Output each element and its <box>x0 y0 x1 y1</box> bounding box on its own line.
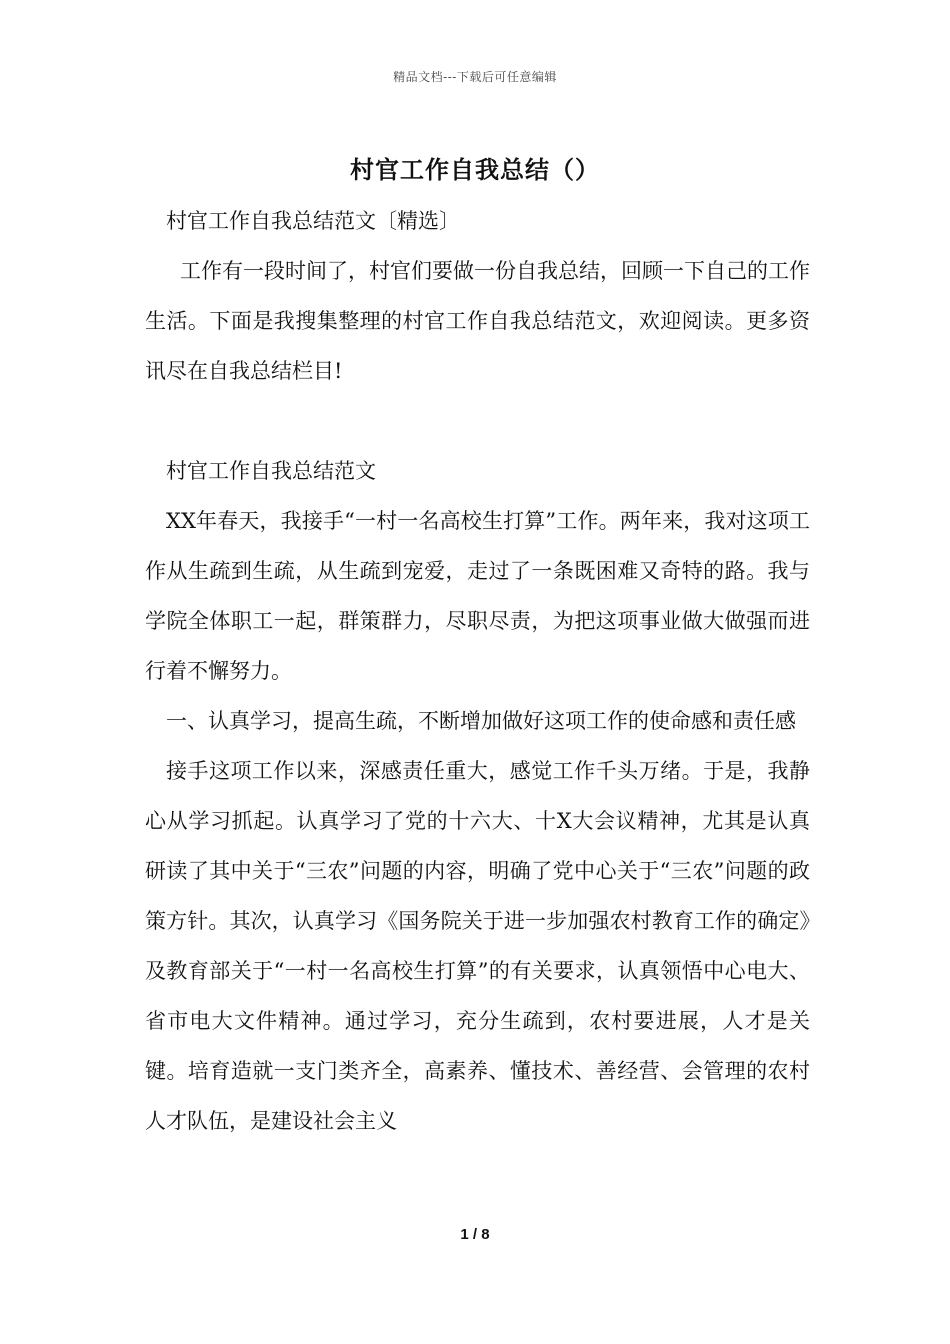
header-note: 精品文档---下载后可任意编辑 <box>393 70 557 84</box>
document-body <box>145 196 810 1146</box>
section-heading: 村官工作自我总结范文 <box>166 459 376 483</box>
body-paragraph: 接手这项工作以来，深感责任重大，感觉工作千头万绪。于是，我静心从学习抓起。认真学习了党的十六大、十X大会议精神，尤其是认真研读了其中关于“三农”问题的内容，明确了党中心关于“三农”问题的政策方针。其次，认真学习《国务院关于进一步加强农村教育工作的确定》及教育部关于“一村一名高校生打算”的有关要求，认真领悟中心电大、省市电大文件精神。通过学习，充分生疏到，农村要进展，人才是关键。培育造就一支门类齐全，高素养、懂技术、善经营、会管理的农村人才队伍，是建设社会主义 <box>145 759 810 1133</box>
paragraph-gap <box>145 396 810 446</box>
page-number: 1 / 8 <box>460 1226 490 1243</box>
intro-paragraph: 工作有一段时间了，村官们要做一份自我总结，回顾一下自己的工作生活。下面是我搜集整理的村官工作自我总结范文，欢迎阅读。更多资讯尽在自我总结栏目! <box>145 259 810 383</box>
subtitle-paragraph: 村官工作自我总结范文〔精选〕 <box>166 209 460 233</box>
body-paragraph: XX年春天，我接手“一村一名高校生打算”工作。两年来，我对这项工作从生疏到生疏，从生疏到宠爱，走过了一条既困难又奇特的路。我与学院全体职工一起，群策群力，尽职尽责，为把这项事业做大做强而进行着不懈努力。 <box>145 509 810 683</box>
document-title: 村官工作自我总结（） <box>350 155 600 184</box>
numbered-heading: 一、认真学习，提高生疏，不断增加做好这项工作的使命感和责任感 <box>166 709 796 733</box>
